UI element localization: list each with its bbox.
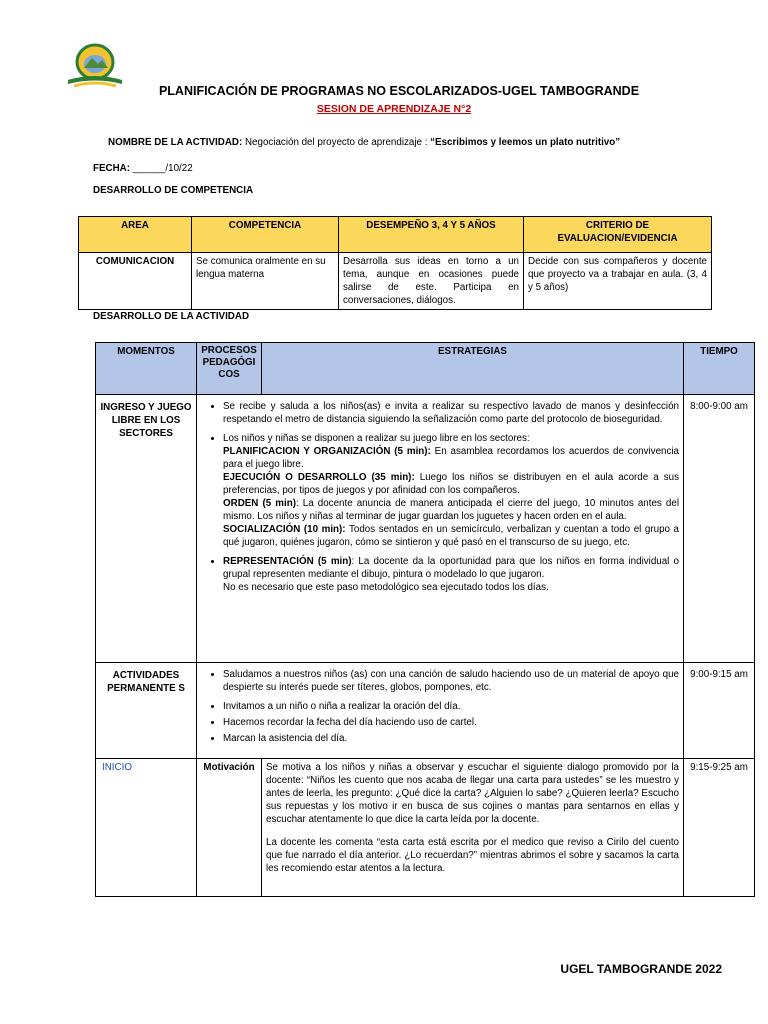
planificacion-label: PLANIFICACION Y ORGANIZACIÓN (5 min): xyxy=(223,446,431,457)
cell-moment-ingreso: INGRESO Y JUEGO LIBRE EN LOS SECTORES xyxy=(96,395,197,663)
date-line xyxy=(93,163,193,174)
cell-time-inicio: 9:15-9:25 am xyxy=(684,759,755,897)
planificacion-text: En asamblea recordamos los acuerdos de convivencia para el juego libre. xyxy=(223,446,679,470)
cell-area: COMUNICACION xyxy=(79,253,192,310)
list-item xyxy=(223,432,679,549)
activity-table xyxy=(95,342,755,897)
cell-time-ingreso: 8:00-9:00 am xyxy=(684,395,755,663)
activity-quote: “Escribimos y leemos un plato nutritivo” xyxy=(430,137,621,148)
representacion-note: No es necesario que este paso metodológico sea ejecutado todos los días. xyxy=(223,582,549,593)
cell-desempeno: Desarrolla sus ideas en torno a un tema, aunque en ocasiones puede salirse de este. Participa en conversaciones, diálogos. xyxy=(339,253,524,310)
footer-text: UGEL TAMBOGRANDE 2022 xyxy=(560,962,722,976)
list-item: • Marcan la asistencia del día. xyxy=(223,732,679,745)
representacion-text: : La docente da la oportunidad para que los niños en forma individual o grupal representen mediante el dibujo, pintura o modelado lo que jugaron. xyxy=(223,556,679,580)
list-item: • Invitamos a un niño o niña a realizar la oración del día. xyxy=(223,700,679,713)
activity-name xyxy=(108,137,620,148)
header-estrategias: ESTRATEGIAS xyxy=(262,343,684,395)
orden-label: ORDEN (5 min) xyxy=(223,498,296,509)
ejecucion-label: EJECUCIÓN O DESARROLLO (35 min): xyxy=(223,472,415,483)
cell-process-motivacion: Motivación xyxy=(197,759,262,897)
juego-libre-intro: Los niños y niñas se disponen a realizar su juego libre en los sectores: xyxy=(223,433,530,444)
competence-heading: DESARROLLO DE COMPETENCIA xyxy=(93,185,254,196)
header-area: AREA xyxy=(79,217,192,253)
cell-moment-permanentes: ACTIVIDADES PERMANENTE S xyxy=(96,663,197,759)
list-item: • Saludamos a nuestros niños (as) con una canción de saludo haciendo uso de un material de apoyo que despierte su interés puede ser títeres, globos, pompones, etc. xyxy=(223,668,679,694)
date-label: FECHA: xyxy=(93,163,131,174)
list-item: • Hacemos recordar la fecha del día haciendo uso de cartel. xyxy=(223,716,679,729)
cell-strategies-permanentes xyxy=(197,663,684,759)
orden-text: : La docente anuncia de manera anticipada el cierre del juego, 10 minutos antes del mismo. Los niños y niñas al terminar de jugar guardan los juguetes y hacen orden en el aula. xyxy=(223,498,679,522)
activity-label: NOMBRE DE LA ACTIVIDAD: xyxy=(108,137,243,148)
socializacion-label: SOCIALIZACIÓN (10 min): xyxy=(223,524,346,535)
cell-strategies-ingreso xyxy=(197,395,684,663)
list-item xyxy=(223,555,679,594)
activity-text: Negociación del proyecto de aprendizaje : xyxy=(242,137,431,148)
page-title: PLANIFICACIÓN DE PROGRAMAS NO ESCOLARIZADOS-UGEL TAMBOGRANDE xyxy=(158,84,640,98)
date-value: ______/10/22 xyxy=(130,163,193,174)
header-momentos: MOMENTOS xyxy=(96,343,197,395)
header-desempeno: DESEMPEÑO 3, 4 Y 5 AÑOS xyxy=(339,217,524,253)
cell-criterio: Decide con sus compañeros y docente que proyecto va a trabajar en aula. (3, 4 y 5 años) xyxy=(524,253,712,310)
header-criterio: CRITERIO DE EVALUACION/EVIDENCIA xyxy=(524,217,712,253)
header-competencia: COMPETENCIA xyxy=(192,217,339,253)
socializacion-text: Todos sentados en un semicírculo, verbalizan y cuentan a todo el grupo a qué jugaron, quiénes jugaron, cómo se sintieron y qué pasó en el transcurso de su juego, etc. xyxy=(223,524,679,548)
cell-competencia: Se comunica oralmente en su lengua materna xyxy=(192,253,339,310)
activity-heading: DESARROLLO DE LA ACTIVIDAD xyxy=(93,311,250,322)
header-tiempo: TIEMPO xyxy=(684,343,755,395)
cell-strategies-inicio xyxy=(262,759,684,897)
cell-moment-inicio: INICIO xyxy=(96,759,197,897)
ugel-logo xyxy=(64,42,126,90)
ejecucion-text: Luego los niños se distribuyen en el aula acorde a sus preferencias, por tipos de juegos y por afinidad con los compañeros. xyxy=(223,472,679,496)
session-subtitle: SESION DE APRENDIZAJE N°2 xyxy=(316,103,472,115)
list-item: • Se recibe y saluda a los niños(as) e invita a realizar su respectivo lavado de manos y desinfección respetando el metro de distancia siguiendo la señalización como parte del protocolo de bioseguridad. xyxy=(223,400,679,426)
header-procesos: PROCESOS PEDAGÓGI COS xyxy=(197,343,262,395)
cell-time-permanentes: 9:00-9:15 am xyxy=(684,663,755,759)
motivacion-paragraph-1: Se motiva a los niños y niñas a observar y escuchar el siguiente dialogo promovido por la docente: “Niños les cuento que nos acaba de llegar una carta para ustedes” se les muestro y antes de leerla, les pregunto: ¿Qué dice la carta? ¿Alguien lo sabe? ¿Quieren leerla? Escucho sus repuestas y los motivo ir en busca de sus cojines o mantas para sentarnos en ellas y escuchar atentamente lo que dice la carta leída por la docente. xyxy=(266,762,679,825)
motivacion-paragraph-2: La docente les comenta “esta carta está escrita por el medico que reviso a Cirilo del cuento que fue narrado el día anterior. ¿Lo recuerdan?” mientras abrimos el sobre y sacamos la carta les recomiendo estar atentos a la lectura. xyxy=(266,837,679,874)
representacion-label: REPRESENTACIÓN (5 min) xyxy=(223,556,352,567)
competence-table xyxy=(78,216,712,310)
